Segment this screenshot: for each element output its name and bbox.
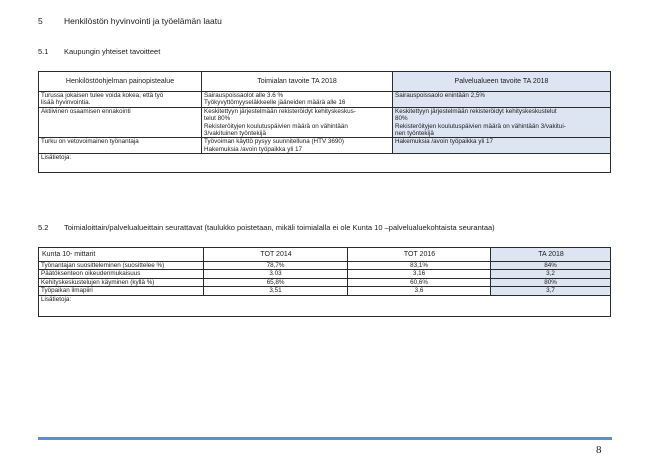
footer-rule [38, 437, 612, 440]
cell-line: nen työntekijä [395, 130, 434, 138]
section-heading [38, 16, 222, 26]
cell-line: Sairauspoissaolo enintään 2,5% [395, 92, 485, 99]
metric-value: 3,7 [491, 287, 611, 295]
column-header: Henkilöstöohjelman painopistealue [39, 72, 202, 92]
metric-value: 78,7% [204, 262, 348, 270]
section-title: Henkilöstön hyvinvointi ja työelämän laatu [64, 16, 222, 26]
subsection-number: 5.2 [38, 223, 49, 232]
cell-line: 80% [395, 115, 408, 123]
metric-value: 3.03 [204, 270, 348, 278]
table-row [39, 287, 611, 295]
section-number: 5 [38, 16, 43, 26]
table-row [39, 107, 611, 138]
cell-line: Turussa jokaisen tulee voida kokea, että työ [41, 92, 164, 99]
cell-line: Hakemuksia /avoin työpaikka yli 17 [204, 145, 302, 153]
cell-line: telut 80% [204, 115, 231, 123]
cell-line: lisää hyvinvointia. [41, 99, 91, 107]
cell-line: Rekisteröityjen koulutuspäivien määrä on vähintään 3/vakitui- [395, 122, 566, 130]
notes-label: Lisätietoja: [41, 154, 72, 162]
kunta10-metrics-table [38, 247, 611, 317]
cell-line: 3/vakituinen työntekijä [204, 130, 266, 138]
metric-value: 80% [491, 278, 611, 286]
column-header: TA 2018 [491, 248, 611, 262]
metric-name: Työpaikan ilmapiiri [39, 287, 204, 295]
table-cell [202, 107, 393, 138]
table-cell [393, 92, 611, 108]
metric-name: Työnantajan suositteleminen (suosittelee %) [39, 262, 204, 270]
cell-line: Työvoiman käyttö pysyy suunnitelluna (HTV 3690) [204, 138, 344, 146]
table-cell [202, 92, 393, 108]
subsection-heading-5-1 [38, 47, 160, 56]
subsection-heading-5-2 [38, 223, 495, 232]
table-row [39, 138, 611, 154]
cell-line: Keskitettyyn järjestelmään rekisteröidyt kehityskeskus- [204, 107, 356, 115]
column-header: TOT 2014 [204, 248, 348, 262]
metric-value: 3,51 [204, 287, 348, 295]
metric-value: 83,1% [348, 262, 491, 270]
notes-row [39, 154, 611, 173]
notes-label: Lisätietoja: [41, 295, 72, 303]
cell-line: Keskitettyyn järjestelmään rekisteröidyt kehityskeskustelut [395, 107, 557, 115]
notes-cell [39, 295, 611, 316]
table-cell [393, 107, 611, 138]
cell-line: Sairauspoissaolot alle 3.6 % [204, 92, 284, 99]
column-header: TOT 2016 [348, 248, 491, 262]
table-row [39, 278, 611, 286]
metric-name: Kehityskeskustelujen käyminen (kyllä %) [39, 278, 204, 286]
common-goals-table [38, 71, 611, 173]
table-row [39, 270, 611, 278]
cell-line: Hakemuksia /avoin työpaikka yli 17 [395, 138, 493, 146]
table-cell [39, 138, 202, 154]
column-header: Palvelualueen tavoite TA 2018 [393, 72, 611, 92]
metric-value: 3,16 [348, 270, 491, 278]
subsection-number: 5.1 [38, 47, 49, 56]
page-number: 8 [596, 444, 602, 456]
notes-cell [39, 154, 611, 173]
cell-line: Rekisteröityjen koulutuspäivien määrä on vähintään [204, 122, 348, 130]
cell-line: Turku on vetovoimainen työnantaja [41, 138, 139, 146]
metric-name: Päätöksenteon oikeudenmukaisuus [39, 270, 204, 278]
metric-value: 84% [491, 262, 611, 270]
subsection-title: Kaupungin yhteiset tavoitteet [64, 47, 161, 56]
metric-value: 3,6 [348, 287, 491, 295]
subsection-title: Toimialoittain/palvelualueittain seurattavat (taulukko poistetaan, mikäli toimialalla ei ole Kunta 10 –palvelualuekohtaista seurantaa) [64, 223, 495, 232]
cell-line: Työkyvyttömyyseläkkeelle jääneiden määrä alle 16 [204, 99, 346, 107]
notes-row [39, 295, 611, 316]
table-row [39, 92, 611, 108]
table-cell [202, 138, 393, 154]
table-row [39, 262, 611, 270]
cell-line: Aktiivinen osaamisen ennakointi [41, 107, 131, 115]
table-cell [39, 107, 202, 138]
metric-value: 60,6% [348, 278, 491, 286]
metric-value: 3,2 [491, 270, 611, 278]
metric-value: 65,8% [204, 278, 348, 286]
table-cell [39, 92, 202, 108]
column-header: Toimialan tavoite TA 2018 [202, 72, 393, 92]
table-cell [393, 138, 611, 154]
column-header: Kunta 10- mittarit [39, 248, 204, 262]
